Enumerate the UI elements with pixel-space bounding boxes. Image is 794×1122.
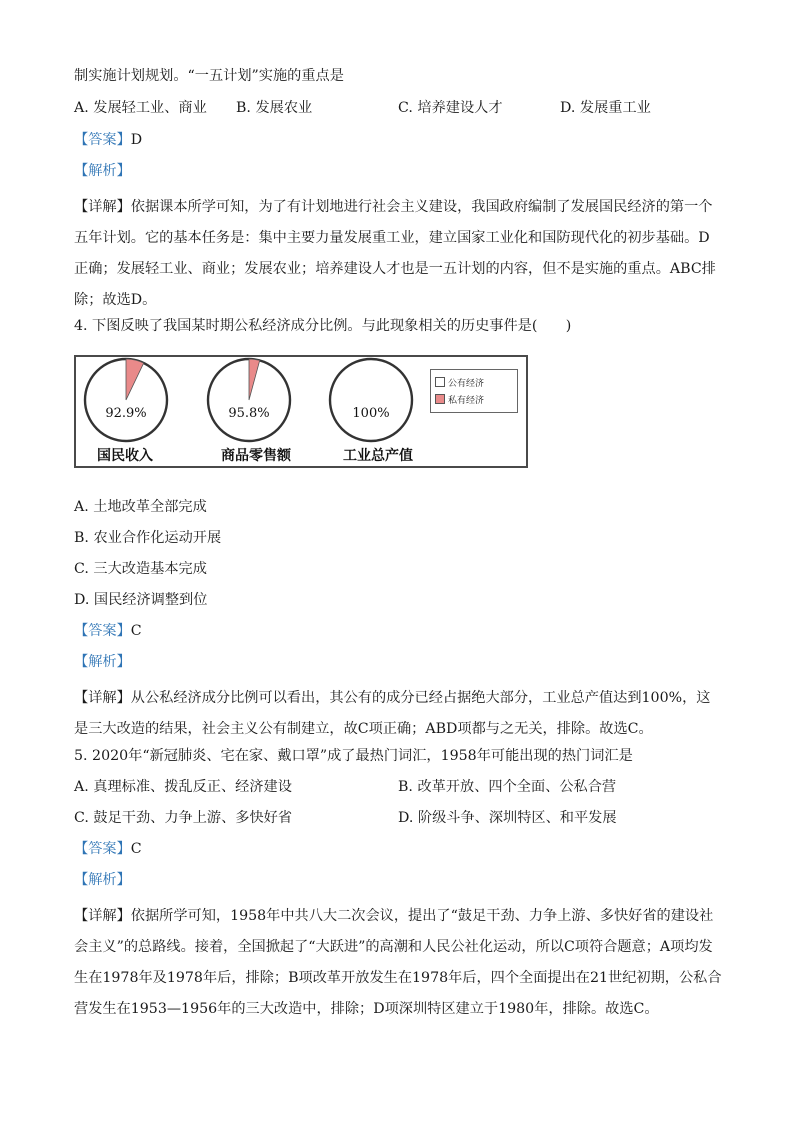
q3-option-c[interactable]: C. 培养建设人才 xyxy=(398,100,503,116)
pie-chart-2 xyxy=(208,359,290,441)
q4-option-a[interactable]: A. 土地改革全部完成 xyxy=(74,499,207,515)
legend-swatch-public xyxy=(435,377,445,387)
answer-value: C xyxy=(130,623,142,639)
legend-swatch-private xyxy=(435,394,445,404)
pie-figure xyxy=(74,355,528,468)
q4-analysis-label: 【解析】 xyxy=(74,654,131,670)
pie-value-label: 92.9% xyxy=(105,406,147,421)
q4-stem: 4. 下图反映了我国某时期公私经济成分比例。与此现象相关的历史事件是( ) xyxy=(74,318,572,334)
q5-option-a[interactable]: A. 真理标准、拨乱反正、经济建设 xyxy=(74,779,292,795)
q3-analysis-label: 【解析】 xyxy=(74,163,131,179)
q4-detail xyxy=(74,683,722,745)
q5-options-row-1 xyxy=(74,777,724,797)
pie-value-label: 95.8% xyxy=(228,406,270,421)
q3-stem-tail: 制实施计划规划。“一五计划”实施的重点是 xyxy=(74,68,344,84)
q3-option-d[interactable]: D. 发展重工业 xyxy=(560,100,651,116)
q4-option-b[interactable]: B. 农业合作化运动开展 xyxy=(74,530,222,546)
q3-options xyxy=(74,98,724,118)
q4-option-d[interactable]: D. 国民经济调整到位 xyxy=(74,592,208,608)
q3-detail xyxy=(74,192,722,316)
pie-value-label: 100% xyxy=(352,406,390,421)
answer-value: D xyxy=(130,132,143,148)
q5-options-row-2 xyxy=(74,808,724,828)
q5-option-b[interactable]: B. 改革开放、四个全面、公私合营 xyxy=(398,779,617,795)
pie-label-1: 国民收入 xyxy=(97,448,153,464)
legend-item-public: 公有经济 xyxy=(435,377,484,389)
q5-detail xyxy=(74,901,722,1025)
q5-stem: 5. 2020年“新冠肺炎、宅在家、戴口罩”成了最热门词汇，1958年可能出现的热门词汇是 xyxy=(74,748,633,764)
answer-label: 【答案】 xyxy=(74,132,131,148)
pie-chart-1 xyxy=(85,359,167,441)
pie-chart-3 xyxy=(330,359,412,441)
q5-analysis-label: 【解析】 xyxy=(74,872,131,888)
detail-label: 【详解】 xyxy=(74,199,131,215)
answer-label: 【答案】 xyxy=(74,623,131,639)
detail-text: 依据所学可知，1958年中共八大二次会议，提出了“鼓足干劲、力争上游、多快好省的建设社会主义”的总路线。接着，全国掀起了“大跃进”的高潮和人民公社化运动，所以C项符合题意；A项均发生在1978年及1978年后，排除；B项改革开放发生在1978年后，四个全面提出在21世纪初期，公私合营发生在1953—1956年的三大改造中，排除；D项深圳特区建立于1980年，排除。故选C。 xyxy=(74,908,722,1017)
q3-option-b[interactable]: B. 发展农业 xyxy=(236,100,313,116)
q5-option-d[interactable]: D. 阶级斗争、深圳特区、和平发展 xyxy=(398,810,617,826)
q5-option-c[interactable]: C. 鼓足干劲、力争上游、多快好省 xyxy=(74,810,293,826)
pie-label-2: 商品零售额 xyxy=(221,448,291,464)
q5-answer xyxy=(74,839,142,859)
detail-label: 【详解】 xyxy=(74,690,131,706)
pie-slice-public xyxy=(330,359,412,441)
answer-label: 【答案】 xyxy=(74,841,131,857)
q4-option-c[interactable]: C. 三大改造基本完成 xyxy=(74,561,207,577)
pie-legend xyxy=(430,369,518,413)
q4-answer xyxy=(74,621,142,641)
detail-label: 【详解】 xyxy=(74,908,131,924)
answer-value: C xyxy=(130,841,142,857)
detail-text: 从公私经济成分比例可以看出，其公有的成分已经占据绝大部分，工业总产值达到100%，这是三大改造的结果，社会主义公有制建立，故C项正确；ABD项都与之无关，排除。故选C。 xyxy=(74,690,711,737)
legend-item-private: 私有经济 xyxy=(435,394,484,406)
q3-answer xyxy=(74,130,142,150)
q3-option-a[interactable]: A. 发展轻工业、商业 xyxy=(74,100,207,116)
detail-text: 依据课本所学可知，为了有计划地进行社会主义建设，我国政府编制了发展国民经济的第一个五年计划。它的基本任务是：集中主要力量发展重工业，建立国家工业化和国防现代化的初步基础。D正确；发展轻工业、商业；发展农业；培养建设人才也是一五计划的内容，但不是实施的重点。ABC排除；故选D。 xyxy=(74,199,716,308)
pie-label-3: 工业总产值 xyxy=(343,448,413,464)
